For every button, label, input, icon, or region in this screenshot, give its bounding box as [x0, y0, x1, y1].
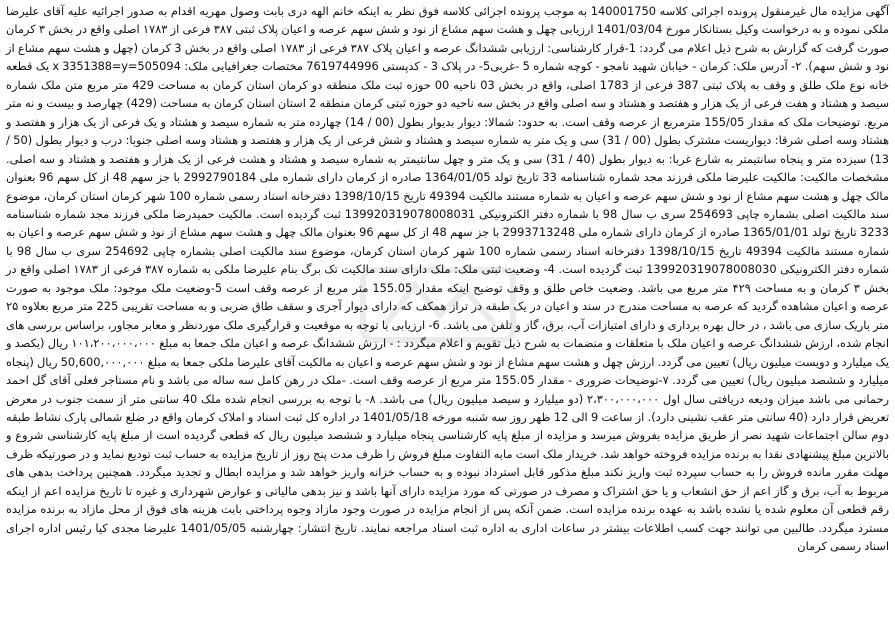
auction-notice-text: آگهی مزایده مال غیرمنقول پرونده اجرائی کلاسه 140001750 به موجب پرونده اجرائی کلاسه فوق نظر به اینکه خانم الهه دری بابت وصول مهریه اقدام به صدور اجرائیه علیه آقای علیرضا ملکی نموده و به درخواست وکیل بستانکار مورخ 1401/03/04 ارزیابی چهل و هشت سهم مشاع از نود و شش سهم عرصه و اعیان پلاک ثبتی ۳۸۷ فرعی از ۱۷۸۳ اصلی واقع در بخش ۳ کرمان صورت گرفت که گزارش به شرح ذیل اعلام می گردد: 1-قرار کارشناسی: ارزیابی ششدانگ عرصه و اعیان پلاک ۳۸۷ فرعی از ۱۷۸۳ اصلی واقع در بخش 3 کرمان (چهل و هشت سهم مشاع از نود و شش سهم). ۲- آدرس ملک: کرمان - خیابان شهید نامجو - کوچه شماره 5 -غربی5- در پلاک 3 - کدپستی 7619744996 مختصات جغرافیایی ملک: 505094=x 3351388=y یک قطعه خانه نوع ملک طلق و وقف به پلاک ثبتی 387 فرعی از 1783 اصلی، واقع در بخش 03 ناحیه 00 حوزه ثبت ملک منطقه دو کرمان استان کرمان به مساحت 429 متر مربع متن ملک شماره سیصد و هشتاد و هفت فرعی از یک هزار و هفتصد و هشتاد و سه اصلی واقع در بخش سه ناحیه دو حوزه ثبتی کرمان منطقه 2 استان استان کرمان به مساحت (429) چهارصد و بیست و نه متر مربع. توضیحات ملک که مقدار 155/05 مترمربع از عرصه وقف است. به حدود: شمالا: دیوار بدیوار بطول (00 / 14) چهارده متر به شماره سیصد و هشتاد و یک فرعی از یک هزار و هفتصد و هشتاد وسه اصلی شرقا: دیواریست مشترک بطول (00 / 31) سی و یک متر به شماره سیصد و هشتاد و شش فرعی از یک هزار و هفتصد و هشتاد وسه اصلی جنوبا: درب و دیوار بطول (50 / 13) سیزده متر و پنجاه سانتیمتر به شارع غربا: به دیوار بطول (40 / 31) سی و یک متر و چهل سانتیمتر به شماره سیصد و هشتاد و هشت فرعی از یک هزار و هفتصد و هشتاد و سه اصلی. مشخصات مالکیت: مالکیت علیرضا ملکی فرزند مجد شماره شناسنامه 33 تاریخ تولد 1364/01/05 صادره از کرمان دارای شماره ملی 2992790184 با جز سهم 48 از کل سهم 96 بعنوان مالک چهل و هشت سهم مشاع از نود و شش سهم عرصه و اعیان به شماره مستند مالکیت 49394 تاریخ 1398/10/15 دفترخانه اسناد رسمی شماره 100 شهر کرمان استان کرمان، موضوع سند مالکیت اصلی بشماره چاپی 254693 سری ب سال 98 با شماره دفتر الکترونیکی 139920319078008031 ثبت گردیده است. مالکیت حمیدرضا ملکی فرزند مجد شماره شناسنامه 3233 تاریخ تولد 1365/01/01 صادره از کرمان دارای شماره ملی 2993713248 با جز سهم 48 از کل سهم 96 بعنوان مالک چهل و هشت سهم مشاع از نود و شش سهم عرصه و اعیان به شماره مستند مالکیت 49394 تاریخ 1398/10/15 دفترخانه اسناد رسمی شماره 100 شهر کرمان استان کرمان، موضوع سند مالکیت اصلی بشماره چاپی 254692 سری ب سال 98 با شماره دفتر الکترونیکی 139920319078008030 ثبت گردیده است. 4- وضعیت ثبتی ملک: ملک دارای سند مالکیت تک برگ بنام علیرضا ملکی به شماره ۳۸۷ فرعی از ۱۷۸۳ اصلی واقع در بخش ۳ کرمان و به مساحت ۴۲۹ متر مربع می باشد. وضعیت خاص طلق و وقف توضیح اینکه مقدار 155.05 متر مربع از عرصه وقف است 5-وضعیت ملک موجود: ملک موجود به صورت عرصه و اعیان مشاهده گردید که عرصه به مساحت مندرج در سند و اعیان در یک طبقه در تراز همکف که دارای دیوار آجری و سقف طاق ضربی و به مساحت تقریبی 225 متر مربع بعلاوه ۲۵ متر باریک سازی می باشد ، در حال بهره برداری و دارای امتیازات آب، برق، گاز و تلفن می باشد. 6- ارزیابی با توجه به موقعیت و قرارگیری ملک موردنظر و معابر مجاور، براساس بررسی های انجام شده، ارزش ششدانگ عرصه و اعیان ملک با متعلقات و منضمات به شرح ذیل تقویم و اعلام میگردد : - ارزش ششدانگ عرصه و اعیان ملک جمعا به مبلغ ۱۰۱،۲۰۰،۰۰۰،۰۰۰ ریال (یکصد و یک میلیارد و دویست میلیون ریال) تعیین می گردد. ارزش چهل و هشت سهم مشاع از نود و شش سهم عرصه و اعیان به مالکیت آقای علیرضا ملکی جمعا به مبلغ 50,600,۰۰۰,۰۰۰ ریال (پنجاه میلیارد و ششصد میلیون ریال) تعیین می گردد. ۷-توضیحات ضروری - مقدار 155.05 متر مربع از عرصه وقف است. -ملک در رهن کامل سه ساله می باشد و نام مستاجر فعلی آقای گل احمد رحمانی می باشد میزان ودیعه دریافتی سال اول ۲،۳۰۰،۰۰۰،۰۰۰ (دو میلیارد و سیصد میلیون ریال) می باشد. ۸- با توجه به بررسی انجام شده ملک 40 سانتی متر از سمت جنوب در معرض تعریض قرار دارد (40 سانتی متر عقب نشینی دارد). از ساعت 9 الی 12 ظهر روز سه شنبه مورخه 1401/05/18 در اداره کل ثبت اسناد و املاک کرمان واقع در ضلع شمالی پارک نشاط طبقه دوم سالن اجتماعات شهید نصر از طریق مزایده بفروش میرسد و مزایده از مبلغ پایه کارشناسی پنجاه میلیارد و ششصد میلیون ریال که قطعی گردیده است از مبلغ پایه کارشناسی شروع و بالاترین مبلغ پیشنهادی نقدا به برنده مزایده فروخته خواهد شد. خریدار ملک است مابه التفاوت مبلغ فروش را ظرف مدت پنج روز از تاریخ مزایده به حساب ثبت تودیع نماید و در صورتیکه ظرف مهلت مقرر مانده فروش را به حساب سپرده ثبت واریز نکند مبلغ مذکور قابل استرداد نبوده و به حساب خزانه واریز خواهد شد و مزایده ابطال و تجدید میگردد. همچنین پرداخت بدهی های مربوط به آب، برق و گاز اعم از حق انشعاب و یا حق اشتراک و مصرف در صورتی که مورد مزایده دارای آنها باشد و نیز بدهی مالیاتی و عوارض شهرداری و غیره تا تاریخ مزایده اعم از اینکه رقم قطعی آن معلوم شده یا نشده باشد به عهده برنده مزایده است. ضمن آنکه پس از انجام مزایده در صورت وجود مازاد وجوه پرداختی بابت هزینه های فوق از محل مازاد به برنده مزایده مسترد میگردد. طالبین می توانند جهت کسب اطلاعات بیشتر در ساعات اداری به اداره ثبت اسناد مراجعه نمایند. تاریخ انتشار: چهارشنبه 1401/05/05 علیرضا مجدی کیا رئیس اداره اجرای اسناد رسمی کرمان — [6, 4, 890, 554]
